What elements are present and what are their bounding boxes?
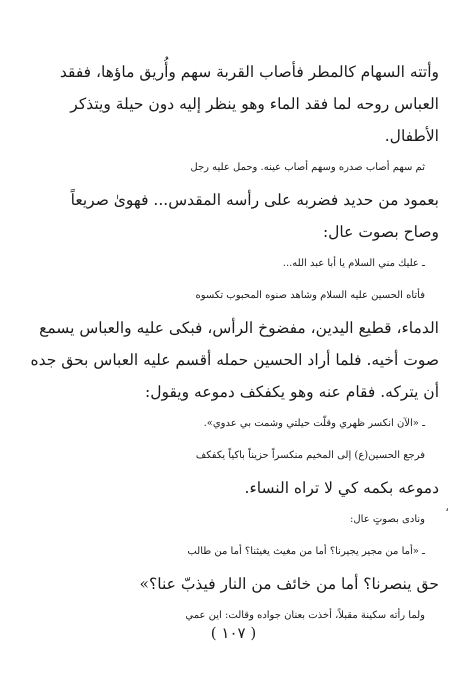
text-line: حق ينصرنا؟ أما من خائف من النار فيذبّ عنا؟» [139,575,439,593]
text-line: العباس روحه لما فقد الماء وهو ينظر إليه دون حيلة ويتذكر [70,95,439,113]
body-text [29,56,439,632]
text-line: صوت أخيه. فلما أراد الحسين حمله أقسم عليه العباس بحق جده [30,351,439,369]
margin-mark: ، [445,500,449,514]
text-line: دموعه بكمه كي لا تراه النساء. [244,479,439,497]
text-line: ثم سهم أصاب صدره وسهم أصاب عينه. وحمل عليه رجل [190,162,425,173]
text-line: بعمود من حديد فضربه على رأسه المقدس... فهوىٰ صريعاً [70,191,439,209]
text-line: فرجع الحسين(ع) إلى المخيم منكسراً حزيناً باكياً يكفكف [195,450,425,461]
text-line: الدماء، قطيع اليدين، مفضوخ الرأس، فبكى عليه والعباس يسمع [39,319,439,337]
text-line: ونادى بصوتٍ عال: [350,514,425,525]
text-line: ـ «الآن انكسر ظهري وقلّت حيلتي وشمت بي عدوي». [203,418,425,429]
text-line: ـ «أما من مجير يجيرنا؟ أما من مغيث يغيثنا؟ أما من طالب [187,546,425,557]
page-number: ( ١٠٧ ) [210,624,257,642]
text-line: الأطفال. [384,127,439,145]
text-line: ـ عليك مني السلام يا أبا عبد الله... [282,258,425,269]
text-line: أن يتركه. فقام عنه وهو يكفكف دموعه ويقول: [144,383,439,401]
text-line: وصاح بصوت عال: [322,223,439,241]
text-line: وأتته السهام كالمطر فأصاب القربة سهم وأُريق ماؤها، ففقد [59,63,439,81]
text-line: ولما رأته سكينة مقبلاً، أخذت بعنان جواده وقالت: اين عمي [185,610,425,621]
text-line: فأتاه الحسين عليه السلام وشاهد صنوه المحبوب تكسوه [195,290,425,301]
